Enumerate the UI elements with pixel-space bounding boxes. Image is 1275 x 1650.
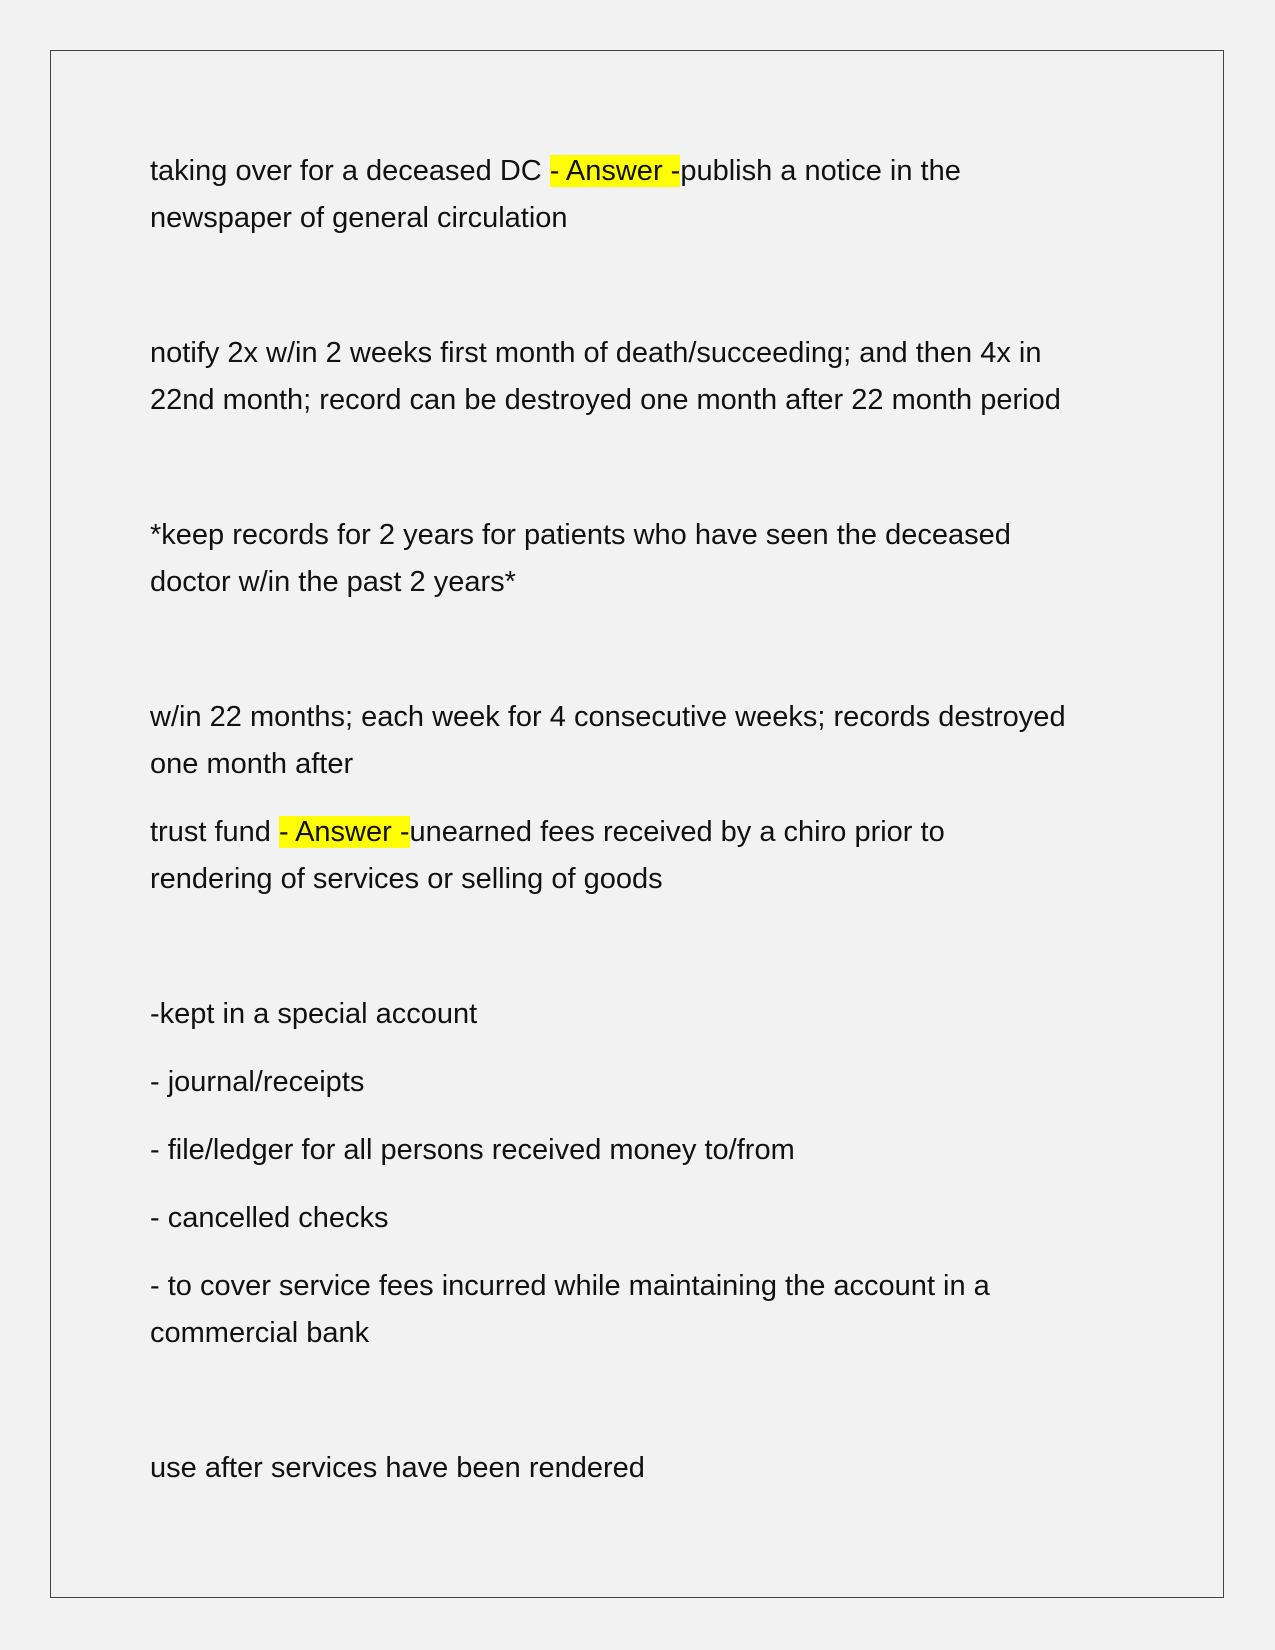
text-line: - to cover service fees incurred while maintaining the account in a (150, 1270, 990, 1302)
text-line: *keep records for 2 years for patients who have seen the deceased (150, 519, 1011, 551)
text-line: commercial bank (150, 1317, 370, 1349)
flashcard-trust-fund (150, 809, 1150, 903)
paragraph-keep-records (150, 512, 1150, 606)
list-item: - file/ledger for all persons received money to/from (150, 1134, 795, 1166)
document-body (150, 148, 1150, 1492)
text-line: 22nd month; record can be destroyed one month after 22 month period (150, 384, 1061, 416)
card-term: trust fund (150, 816, 279, 848)
list-item: - journal/receipts (150, 1066, 365, 1098)
text-line: newspaper of general circulation (150, 202, 568, 234)
text-line: w/in 22 months; each week for 4 consecutive weeks; records destroyed (150, 701, 1066, 733)
text-line: doctor w/in the past 2 years* (150, 566, 516, 598)
card-answer: publish a notice in the (680, 155, 961, 187)
paragraph-within-22-months (150, 694, 1150, 788)
list-item: - cancelled checks (150, 1202, 389, 1234)
flashcard-deceased-dc (150, 148, 1150, 242)
answer-marker: - Answer - (278, 816, 410, 848)
answer-marker: - Answer - (549, 155, 681, 187)
list-item (150, 1263, 1150, 1357)
text-line (150, 148, 1150, 195)
text-line: one month after (150, 748, 354, 780)
paragraph-notify (150, 330, 1150, 424)
card-answer: unearned fees received by a chiro prior to (409, 816, 945, 848)
trust-fund-list (150, 991, 1150, 1357)
text-line: rendering of services or selling of goods (150, 863, 663, 895)
text-line: notify 2x w/in 2 weeks first month of death/succeeding; and then 4x in (150, 337, 1042, 369)
card-term: taking over for a deceased DC (150, 155, 550, 187)
list-item: -kept in a special account (150, 998, 478, 1030)
text-line (150, 809, 1150, 856)
text-line: use after services have been rendered (150, 1452, 645, 1484)
paragraph-use-after (150, 1445, 1150, 1492)
